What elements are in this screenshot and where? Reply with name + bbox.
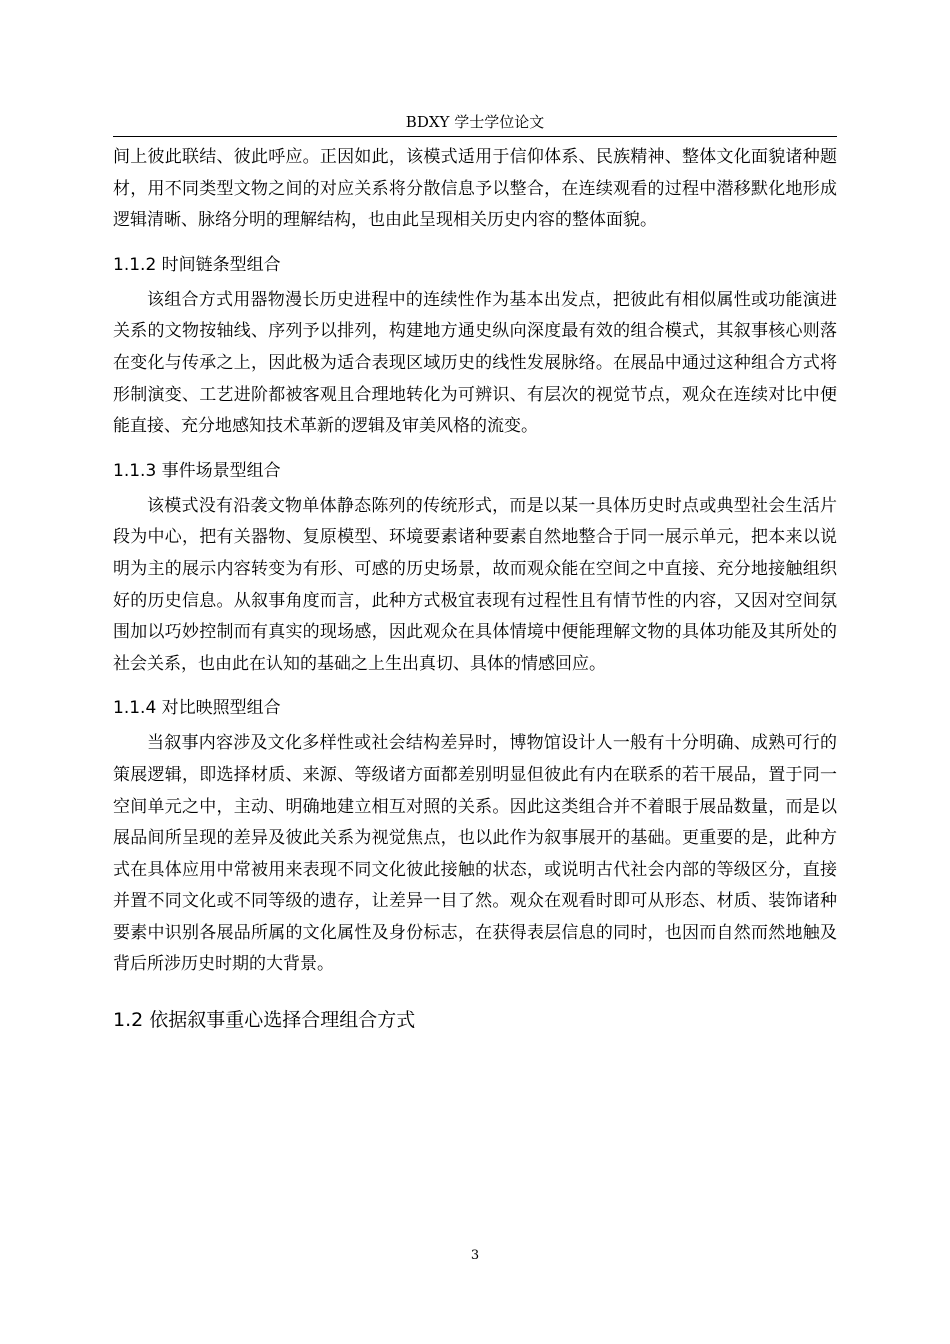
heading-1-1-4: 1.1.4 对比映照型组合: [113, 698, 281, 719]
running-header: BDXY 学士学位论文: [405, 113, 545, 131]
header-rule: [113, 136, 837, 137]
page-body: [113, 142, 837, 1033]
paragraph-time-chain: 该组合方式用器物漫长历史进程中的连续性作为基本出发点，把彼此有相似属性或功能演进关系的文物按轴线、序列予以排列，构建地方通史纵向深度最有效的组合模式，其叙事核心则落在变化与传承之上，因此极为适合表现区域历史的线性发展脉络。在展品中通过这种组合方式将形制演变、工艺进阶都被客观且合理地转化为可辨识、有层次的视觉节点，观众在连续对比中便能直接、充分地感知技术革新的逻辑及审美风格的流变。: [113, 289, 837, 437]
heading-1-1-2: 1.1.2 时间链条型组合: [113, 254, 281, 275]
page-number: 3: [470, 1248, 480, 1263]
paragraph-contrast: 当叙事内容涉及文化多样性或社会结构差异时，博物馆设计人一般有十分明确、成熟可行的策展逻辑，即选择材质、来源、等级诸方面都差别明显但彼此有内在联系的若干展品，置于同一空间单元之中，主动、明确地建立相互对照的关系。因此这类组合并不着眼于展品数量，而是以展品间所呈现的差异及彼此关系为视觉焦点，也以此作为叙事展开的基础。更重要的是，此种方式在具体应用中常被用来表现不同文化彼此接触的状态，或说明古代社会内部的等级区分，直接并置不同文化或不同等级的遗存，让差异一目了然。观众在观看时即可从形态、材质、装饰诸种要素中识别各展品所属的文化属性及身份标志，在获得表层信息的同时，也因而自然而然地触及背后所涉历史时期的大背景。: [113, 733, 837, 975]
heading-1-2: 1.2 依据叙事重心选择合理组合方式: [113, 1009, 416, 1032]
heading-1-1-3: 1.1.3 事件场景型组合: [113, 460, 281, 481]
paragraph-event-scene: 该模式没有沿袭文物单体静态陈列的传统形式，而是以某一具体历史时点或典型社会生活片段为中心，把有关器物、复原模型、环境要素诸种要素自然地整合于同一展示单元，把本来以说明为主的展示内容转变为有形、可感的历史场景，故而观众能在空间之中直接、充分地接触组织好的历史信息。从叙事角度而言，此种方式极宜表现有过程性且有情节性的内容，又因对空间氛围加以巧妙控制而有真实的现场感，因此观众在具体情境中便能理解文物的具体功能及其所处的社会关系，也由此在认知的基础之上生出真切、具体的情感回应。: [113, 495, 837, 674]
paragraph-continuation: 间上彼此联结、彼此呼应。正因如此，该模式适用于信仰体系、民族精神、整体文化面貌诸种题材，用不同类型文物之间的对应关系将分散信息予以整合，在连续观看的过程中潜移默化地形成逻辑清晰、脉络分明的理解结构，也由此呈现相关历史内容的整体面貌。: [113, 147, 837, 231]
